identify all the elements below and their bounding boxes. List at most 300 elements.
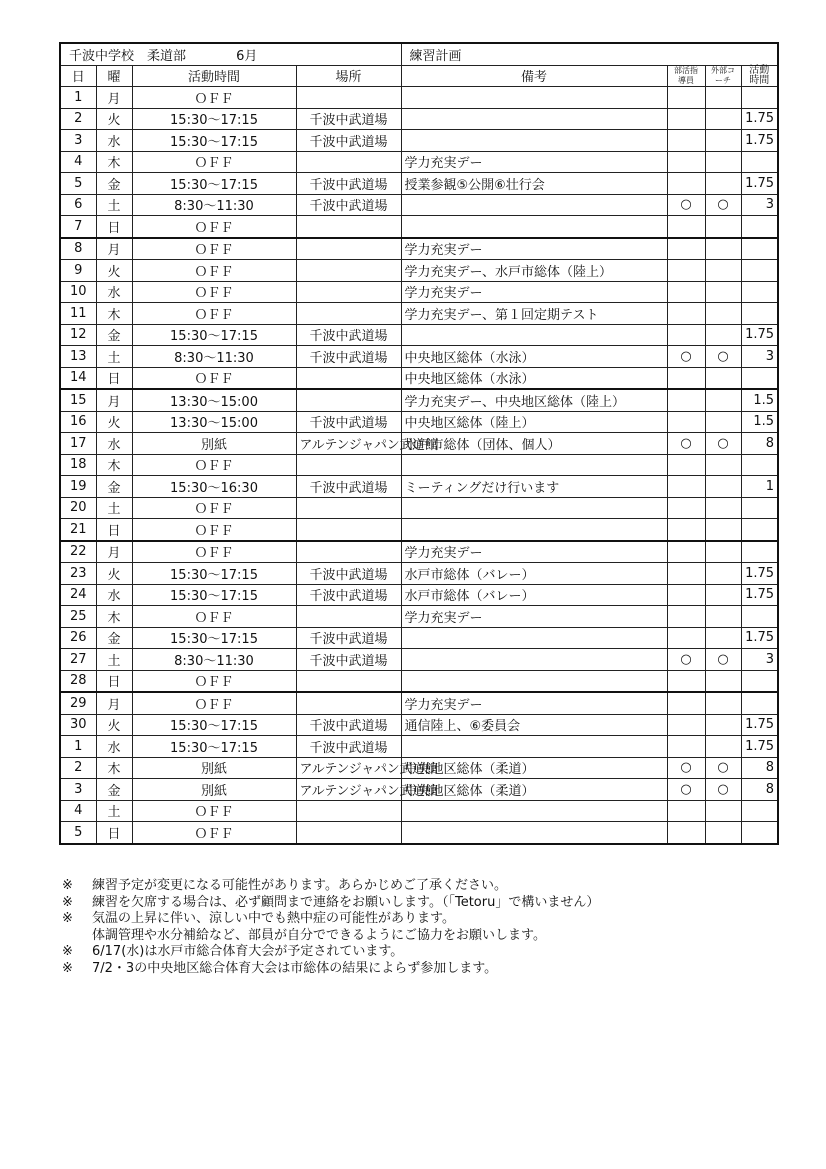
advisor-cell [667, 216, 705, 238]
time-cell: 別紙 [132, 433, 296, 455]
time-cell: 15:30～16:30 [132, 476, 296, 498]
remarks-cell: 学力充実デー [401, 281, 667, 303]
time-cell: ＯＦＦ [132, 800, 296, 822]
hours-cell [741, 281, 778, 303]
table-row [60, 238, 778, 260]
coach-cell [705, 670, 741, 692]
day-cell: 6 [60, 194, 96, 216]
advisor-cell [667, 606, 705, 628]
coach-cell [705, 151, 741, 173]
remarks-cell [401, 87, 667, 109]
coach-cell [705, 173, 741, 195]
table-row [60, 649, 778, 671]
advisor-cell [667, 454, 705, 476]
day-cell: 4 [60, 151, 96, 173]
coach-cell [705, 541, 741, 563]
remarks-cell: 中央地区総体（水泳） [401, 346, 667, 368]
coach-cell [705, 216, 741, 238]
advisor-cell [667, 130, 705, 152]
advisor-cell [667, 541, 705, 563]
place-cell: 千波中武道場 [296, 173, 401, 195]
coach-cell [705, 714, 741, 736]
place-cell [296, 822, 401, 844]
table-row [60, 563, 778, 585]
column-header-row [60, 65, 778, 87]
remarks-cell: 学力充実デー [401, 692, 667, 714]
coach-cell [705, 411, 741, 433]
table-row [60, 779, 778, 801]
coach-cell: ○ [705, 346, 741, 368]
hours-cell [741, 519, 778, 541]
time-cell: 8:30～11:30 [132, 649, 296, 671]
advisor-cell [667, 800, 705, 822]
weekday-cell: 月 [96, 389, 132, 411]
day-cell: 2 [60, 108, 96, 130]
coach-cell [705, 627, 741, 649]
table-row [60, 757, 778, 779]
time-cell: 別紙 [132, 779, 296, 801]
place-cell: 千波中武道場 [296, 324, 401, 346]
hours-cell: 1.75 [741, 714, 778, 736]
remarks-cell: 中央地区総体（水泳） [401, 367, 667, 389]
coach-cell [705, 736, 741, 758]
advisor-cell [667, 476, 705, 498]
remarks-cell: 通信陸上、⑥委員会 [401, 714, 667, 736]
time-cell: ＯＦＦ [132, 670, 296, 692]
place-cell [296, 367, 401, 389]
remarks-cell: 学力充実デー、中央地区総体（陸上） [401, 389, 667, 411]
place-cell [296, 87, 401, 109]
day-cell: 18 [60, 454, 96, 476]
place-cell: 千波中武道場 [296, 130, 401, 152]
time-cell: 15:30～17:15 [132, 736, 296, 758]
hours-cell: 1.75 [741, 584, 778, 606]
weekday-cell: 土 [96, 649, 132, 671]
advisor-cell [667, 324, 705, 346]
day-cell: 22 [60, 541, 96, 563]
advisor-cell [667, 260, 705, 282]
hours-cell [741, 216, 778, 238]
hours-cell [741, 822, 778, 844]
day-cell: 8 [60, 238, 96, 260]
weekday-cell: 日 [96, 367, 132, 389]
table-row [60, 389, 778, 411]
weekday-cell: 木 [96, 454, 132, 476]
col-day: 日 [60, 65, 96, 87]
time-cell: 15:30～17:15 [132, 584, 296, 606]
time-cell: ＯＦＦ [132, 303, 296, 325]
remarks-cell: 学力充実デー、水戸市総体（陸上） [401, 260, 667, 282]
place-cell [296, 238, 401, 260]
table-row [60, 260, 778, 282]
day-cell: 7 [60, 216, 96, 238]
hours-cell [741, 303, 778, 325]
time-cell: ＯＦＦ [132, 519, 296, 541]
place-cell: 千波中武道場 [296, 563, 401, 585]
coach-cell: ○ [705, 649, 741, 671]
advisor-cell [667, 584, 705, 606]
weekday-cell: 火 [96, 714, 132, 736]
place-cell [296, 541, 401, 563]
place-cell [296, 216, 401, 238]
remarks-cell: 学力充実デー [401, 238, 667, 260]
note-item [62, 878, 782, 895]
day-cell: 5 [60, 173, 96, 195]
coach-cell [705, 822, 741, 844]
advisor-cell [667, 627, 705, 649]
table-row [60, 822, 778, 844]
weekday-cell: 日 [96, 216, 132, 238]
practice-plan-table [59, 42, 779, 845]
hours-cell [741, 670, 778, 692]
coach-cell [705, 130, 741, 152]
coach-cell: ○ [705, 433, 741, 455]
table-row [60, 584, 778, 606]
time-cell: ＯＦＦ [132, 606, 296, 628]
weekday-cell: 金 [96, 627, 132, 649]
note-mark: ※ [62, 878, 73, 893]
time-cell: 13:30～15:00 [132, 389, 296, 411]
day-cell: 29 [60, 692, 96, 714]
hours-cell: 3 [741, 346, 778, 368]
col-weekday: 曜 [96, 65, 132, 87]
weekday-cell: 月 [96, 541, 132, 563]
place-cell: 千波中武道場 [296, 194, 401, 216]
coach-cell [705, 238, 741, 260]
table-row [60, 324, 778, 346]
note-text: 練習を欠席する場合は、必ず顧問まで連絡をお願いします。（「Tetoru」で構いません） [92, 894, 600, 910]
hours-cell [741, 497, 778, 519]
coach-cell [705, 800, 741, 822]
advisor-cell [667, 303, 705, 325]
hours-cell: 1 [741, 476, 778, 498]
col-advisor: 部活指導員 [667, 65, 705, 87]
weekday-cell: 金 [96, 779, 132, 801]
day-cell: 3 [60, 130, 96, 152]
col-coach: 外部コーチ [705, 65, 741, 87]
time-cell: ＯＦＦ [132, 216, 296, 238]
advisor-cell [667, 151, 705, 173]
day-cell: 1 [60, 736, 96, 758]
coach-cell: ○ [705, 194, 741, 216]
remarks-cell [401, 519, 667, 541]
remarks-cell [401, 216, 667, 238]
weekday-cell: 金 [96, 476, 132, 498]
place-cell: 千波中武道場 [296, 649, 401, 671]
note-item [62, 961, 782, 978]
time-cell: ＯＦＦ [132, 260, 296, 282]
day-cell: 5 [60, 822, 96, 844]
table-row [60, 433, 778, 455]
time-cell: ＯＦＦ [132, 541, 296, 563]
weekday-cell: 火 [96, 108, 132, 130]
weekday-cell: 日 [96, 519, 132, 541]
advisor-cell [667, 670, 705, 692]
place-cell [296, 692, 401, 714]
advisor-cell [667, 173, 705, 195]
hours-cell: 8 [741, 779, 778, 801]
advisor-cell: ○ [667, 346, 705, 368]
day-cell: 21 [60, 519, 96, 541]
place-cell [296, 303, 401, 325]
plan-label: 練習計画 [401, 43, 778, 65]
table-row [60, 281, 778, 303]
day-cell: 24 [60, 584, 96, 606]
note-text: 気温の上昇に伴い、涼しい中でも熱中症の可能性があります。 [92, 911, 455, 927]
note-mark: ※ [62, 911, 73, 927]
note-text: 練習予定が変更になる可能性があります。あらかじめご了承ください。 [92, 878, 507, 893]
advisor-cell [667, 519, 705, 541]
weekday-cell: 火 [96, 563, 132, 585]
hours-cell: 1.75 [741, 736, 778, 758]
time-cell: 15:30～17:15 [132, 130, 296, 152]
table-row [60, 194, 778, 216]
coach-cell [705, 692, 741, 714]
time-cell: ＯＦＦ [132, 497, 296, 519]
coach-cell [705, 389, 741, 411]
table-row [60, 411, 778, 433]
table-row [60, 216, 778, 238]
hours-cell: 1.75 [741, 130, 778, 152]
hours-cell: 1.75 [741, 324, 778, 346]
table-row [60, 692, 778, 714]
table-row [60, 670, 778, 692]
advisor-cell [667, 411, 705, 433]
day-cell: 12 [60, 324, 96, 346]
remarks-cell: 授業参観⑤公開⑥壮行会 [401, 173, 667, 195]
day-cell: 17 [60, 433, 96, 455]
coach-cell [705, 303, 741, 325]
table-row [60, 173, 778, 195]
coach-cell [705, 260, 741, 282]
note-item [62, 944, 782, 961]
time-cell: ＯＦＦ [132, 454, 296, 476]
advisor-cell [667, 281, 705, 303]
remarks-cell: 中央地区総体（柔道） [401, 779, 667, 801]
table-row [60, 627, 778, 649]
time-cell: 8:30～11:30 [132, 346, 296, 368]
advisor-cell [667, 497, 705, 519]
hours-cell: 1.75 [741, 173, 778, 195]
hours-cell: 3 [741, 194, 778, 216]
place-cell: 千波中武道場 [296, 108, 401, 130]
remarks-cell: 学力充実デー、第１回定期テスト [401, 303, 667, 325]
advisor-cell: ○ [667, 433, 705, 455]
advisor-cell [667, 563, 705, 585]
weekday-cell: 月 [96, 87, 132, 109]
advisor-cell: ○ [667, 779, 705, 801]
weekday-cell: 月 [96, 692, 132, 714]
place-cell: 千波中武道場 [296, 411, 401, 433]
hours-cell: 1.75 [741, 627, 778, 649]
practice-plan-sheet [59, 42, 775, 845]
day-cell: 23 [60, 563, 96, 585]
school-club-name: 千波中学校 柔道部 [69, 48, 187, 64]
time-cell: 15:30～17:15 [132, 324, 296, 346]
coach-cell [705, 606, 741, 628]
advisor-cell: ○ [667, 649, 705, 671]
place-cell: 千波中武道場 [296, 714, 401, 736]
hours-cell [741, 454, 778, 476]
day-cell: 16 [60, 411, 96, 433]
time-cell: ＯＦＦ [132, 281, 296, 303]
time-cell: 別紙 [132, 757, 296, 779]
plan-body [60, 87, 778, 844]
weekday-cell: 木 [96, 303, 132, 325]
day-cell: 25 [60, 606, 96, 628]
weekday-cell: 土 [96, 800, 132, 822]
place-cell: アルテンジャパン武道館 [296, 779, 401, 801]
advisor-cell [667, 108, 705, 130]
notes-section [62, 878, 782, 978]
coach-cell: ○ [705, 757, 741, 779]
table-row [60, 367, 778, 389]
time-cell: 15:30～17:15 [132, 108, 296, 130]
table-row [60, 130, 778, 152]
table-row [60, 303, 778, 325]
coach-cell [705, 563, 741, 585]
coach-cell [705, 367, 741, 389]
place-cell [296, 606, 401, 628]
remarks-cell [401, 800, 667, 822]
hours-cell: 8 [741, 757, 778, 779]
day-cell: 3 [60, 779, 96, 801]
day-cell: 15 [60, 389, 96, 411]
title-row [60, 43, 778, 65]
note-mark: ※ [62, 960, 73, 976]
weekday-cell: 木 [96, 151, 132, 173]
remarks-cell: ミーティングだけ行います [401, 476, 667, 498]
time-cell: ＯＦＦ [132, 87, 296, 109]
remarks-cell [401, 822, 667, 844]
table-row [60, 346, 778, 368]
hours-cell: 1.5 [741, 389, 778, 411]
day-cell: 30 [60, 714, 96, 736]
coach-cell [705, 519, 741, 541]
time-cell: ＯＦＦ [132, 692, 296, 714]
coach-cell [705, 87, 741, 109]
table-row [60, 541, 778, 563]
table-row [60, 714, 778, 736]
advisor-cell: ○ [667, 757, 705, 779]
hours-cell [741, 367, 778, 389]
time-cell: 13:30～15:00 [132, 411, 296, 433]
note-mark: ※ [62, 894, 73, 910]
time-cell: 8:30～11:30 [132, 194, 296, 216]
time-cell: 15:30～17:15 [132, 627, 296, 649]
remarks-cell [401, 627, 667, 649]
weekday-cell: 水 [96, 281, 132, 303]
day-cell: 14 [60, 367, 96, 389]
place-cell [296, 454, 401, 476]
advisor-cell [667, 87, 705, 109]
month-label: 6月 [236, 48, 258, 64]
remarks-cell: 水戸市総体（バレー） [401, 563, 667, 585]
table-row [60, 87, 778, 109]
coach-cell [705, 324, 741, 346]
hours-cell [741, 238, 778, 260]
remarks-cell [401, 670, 667, 692]
weekday-cell: 水 [96, 736, 132, 758]
weekday-cell: 月 [96, 238, 132, 260]
weekday-cell: 木 [96, 606, 132, 628]
weekday-cell: 金 [96, 324, 132, 346]
hours-cell [741, 87, 778, 109]
place-cell [296, 260, 401, 282]
hours-cell [741, 151, 778, 173]
place-cell: アルテンジャパン武道館 [296, 757, 401, 779]
note-item [62, 911, 782, 928]
table-row [60, 454, 778, 476]
table-row [60, 736, 778, 758]
day-cell: 28 [60, 670, 96, 692]
place-cell [296, 800, 401, 822]
day-cell: 20 [60, 497, 96, 519]
table-row [60, 519, 778, 541]
day-cell: 19 [60, 476, 96, 498]
table-row [60, 606, 778, 628]
remarks-cell: 水戸市総体（バレー） [401, 584, 667, 606]
note-mark [62, 928, 92, 945]
place-cell: 千波中武道場 [296, 346, 401, 368]
hours-cell: 1.75 [741, 108, 778, 130]
day-cell: 10 [60, 281, 96, 303]
note-text: 体調管理や水分補給など、部員が自分でできるようにご協力をお願いします。 [92, 927, 546, 943]
day-cell: 26 [60, 627, 96, 649]
time-cell: ＯＦＦ [132, 238, 296, 260]
place-cell [296, 281, 401, 303]
note-text: 6/17(水)は水戸市総合体育大会が予定されています。 [92, 944, 404, 960]
remarks-cell: 学力充実デー [401, 606, 667, 628]
hours-cell: 8 [741, 433, 778, 455]
note-text: 7/2・3の中央地区総合体育大会は市総体の結果によらず参加します。 [92, 960, 498, 976]
hours-cell [741, 800, 778, 822]
time-cell: ＯＦＦ [132, 367, 296, 389]
coach-cell [705, 454, 741, 476]
place-cell: アルテンジャパン武道館 [296, 433, 401, 455]
place-cell: 千波中武道場 [296, 736, 401, 758]
coach-cell [705, 476, 741, 498]
day-cell: 1 [60, 87, 96, 109]
time-cell: 15:30～17:15 [132, 563, 296, 585]
remarks-cell: 中央地区総体（柔道） [401, 757, 667, 779]
coach-cell [705, 497, 741, 519]
advisor-cell [667, 389, 705, 411]
table-row [60, 108, 778, 130]
weekday-cell: 日 [96, 822, 132, 844]
table-row [60, 151, 778, 173]
day-cell: 2 [60, 757, 96, 779]
advisor-cell [667, 238, 705, 260]
hours-cell [741, 541, 778, 563]
hours-cell: 1.75 [741, 563, 778, 585]
advisor-cell [667, 367, 705, 389]
place-cell [296, 151, 401, 173]
table-row [60, 800, 778, 822]
note-item [62, 928, 782, 945]
hours-cell [741, 692, 778, 714]
place-cell: 千波中武道場 [296, 476, 401, 498]
time-cell: ＯＦＦ [132, 151, 296, 173]
remarks-cell [401, 194, 667, 216]
day-cell: 4 [60, 800, 96, 822]
remarks-cell: 水戸市総体（団体、個人） [401, 433, 667, 455]
remarks-cell [401, 736, 667, 758]
weekday-cell: 水 [96, 130, 132, 152]
coach-cell [705, 281, 741, 303]
weekday-cell: 火 [96, 411, 132, 433]
time-cell: ＯＦＦ [132, 822, 296, 844]
